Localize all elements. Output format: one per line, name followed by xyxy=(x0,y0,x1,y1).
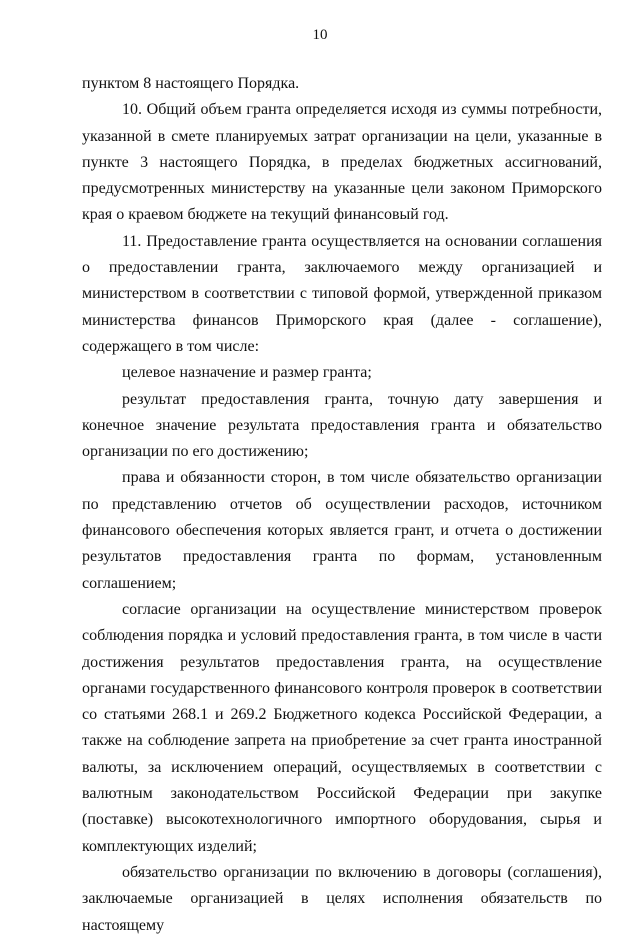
paragraph-item-11: 11. Предоставление гранта осуществляется на основании соглашения о предоставлении гранта, заключаемого между организацией и министерством в соответствии с типовой формой, утвержденной приказом министерства финансов Приморского края (далее - соглашение), содержащего в том числе: xyxy=(82,232,602,355)
page-number: 10 xyxy=(312,27,328,43)
document-body xyxy=(82,71,602,939)
paragraph-purpose-and-amount: целевое назначение и размер гранта; xyxy=(122,364,372,382)
paragraph-continuation: пунктом 8 настоящего Порядка. xyxy=(82,75,300,92)
paragraph-item-10: 10. Общий объем гранта определяется исходя из суммы потребности, указанной в смете планируемых затрат организации на цели, указанные в пункте 3 настоящего Порядка, в пределах бюджетных ассигнований, предусмотренных министерству на указанные цели законом Приморского края о краевом бюджете на текущий финансовый год. xyxy=(82,101,602,224)
paragraph-rights-obligations: права и обязанности сторон, в том числе обязательство организации по представлению отчетов об осуществлении расходов, источником финансового обеспечения которых является грант, и отчета о достижении результатов предоставления гранта по формам, установленным соглашением; xyxy=(82,469,602,592)
paragraph-grant-result: результат предоставления гранта, точную дату завершения и конечное значение результата предоставления гранта и обязательство организации по его достижению; xyxy=(82,390,602,461)
paragraph-consent-inspections: согласие организации на осуществление министерством проверок соблюдения порядка и условий предоставления гранта, в том числе в части достижения результатов предоставления гранта, на осуществление органами государственного финансового контроля проверок в соответствии со статьями 268.1 и 269.2 Бюджетного кодекса Российской Федерации, а также на соблюдение запрета на приобретение за счет гранта иностранной валюты, за исключением операций, осуществляемых в соответствии с валютным законодательством Российской Федерации при закупке (поставке) высокотехнологичного импортного оборудования, сырья и комплектующих изделий; xyxy=(82,600,602,855)
paragraph-contract-obligation: обязательство организации по включению в договоры (соглашения), заключаемые организацией в целях исполнения обязательств по настоящему xyxy=(82,863,602,934)
